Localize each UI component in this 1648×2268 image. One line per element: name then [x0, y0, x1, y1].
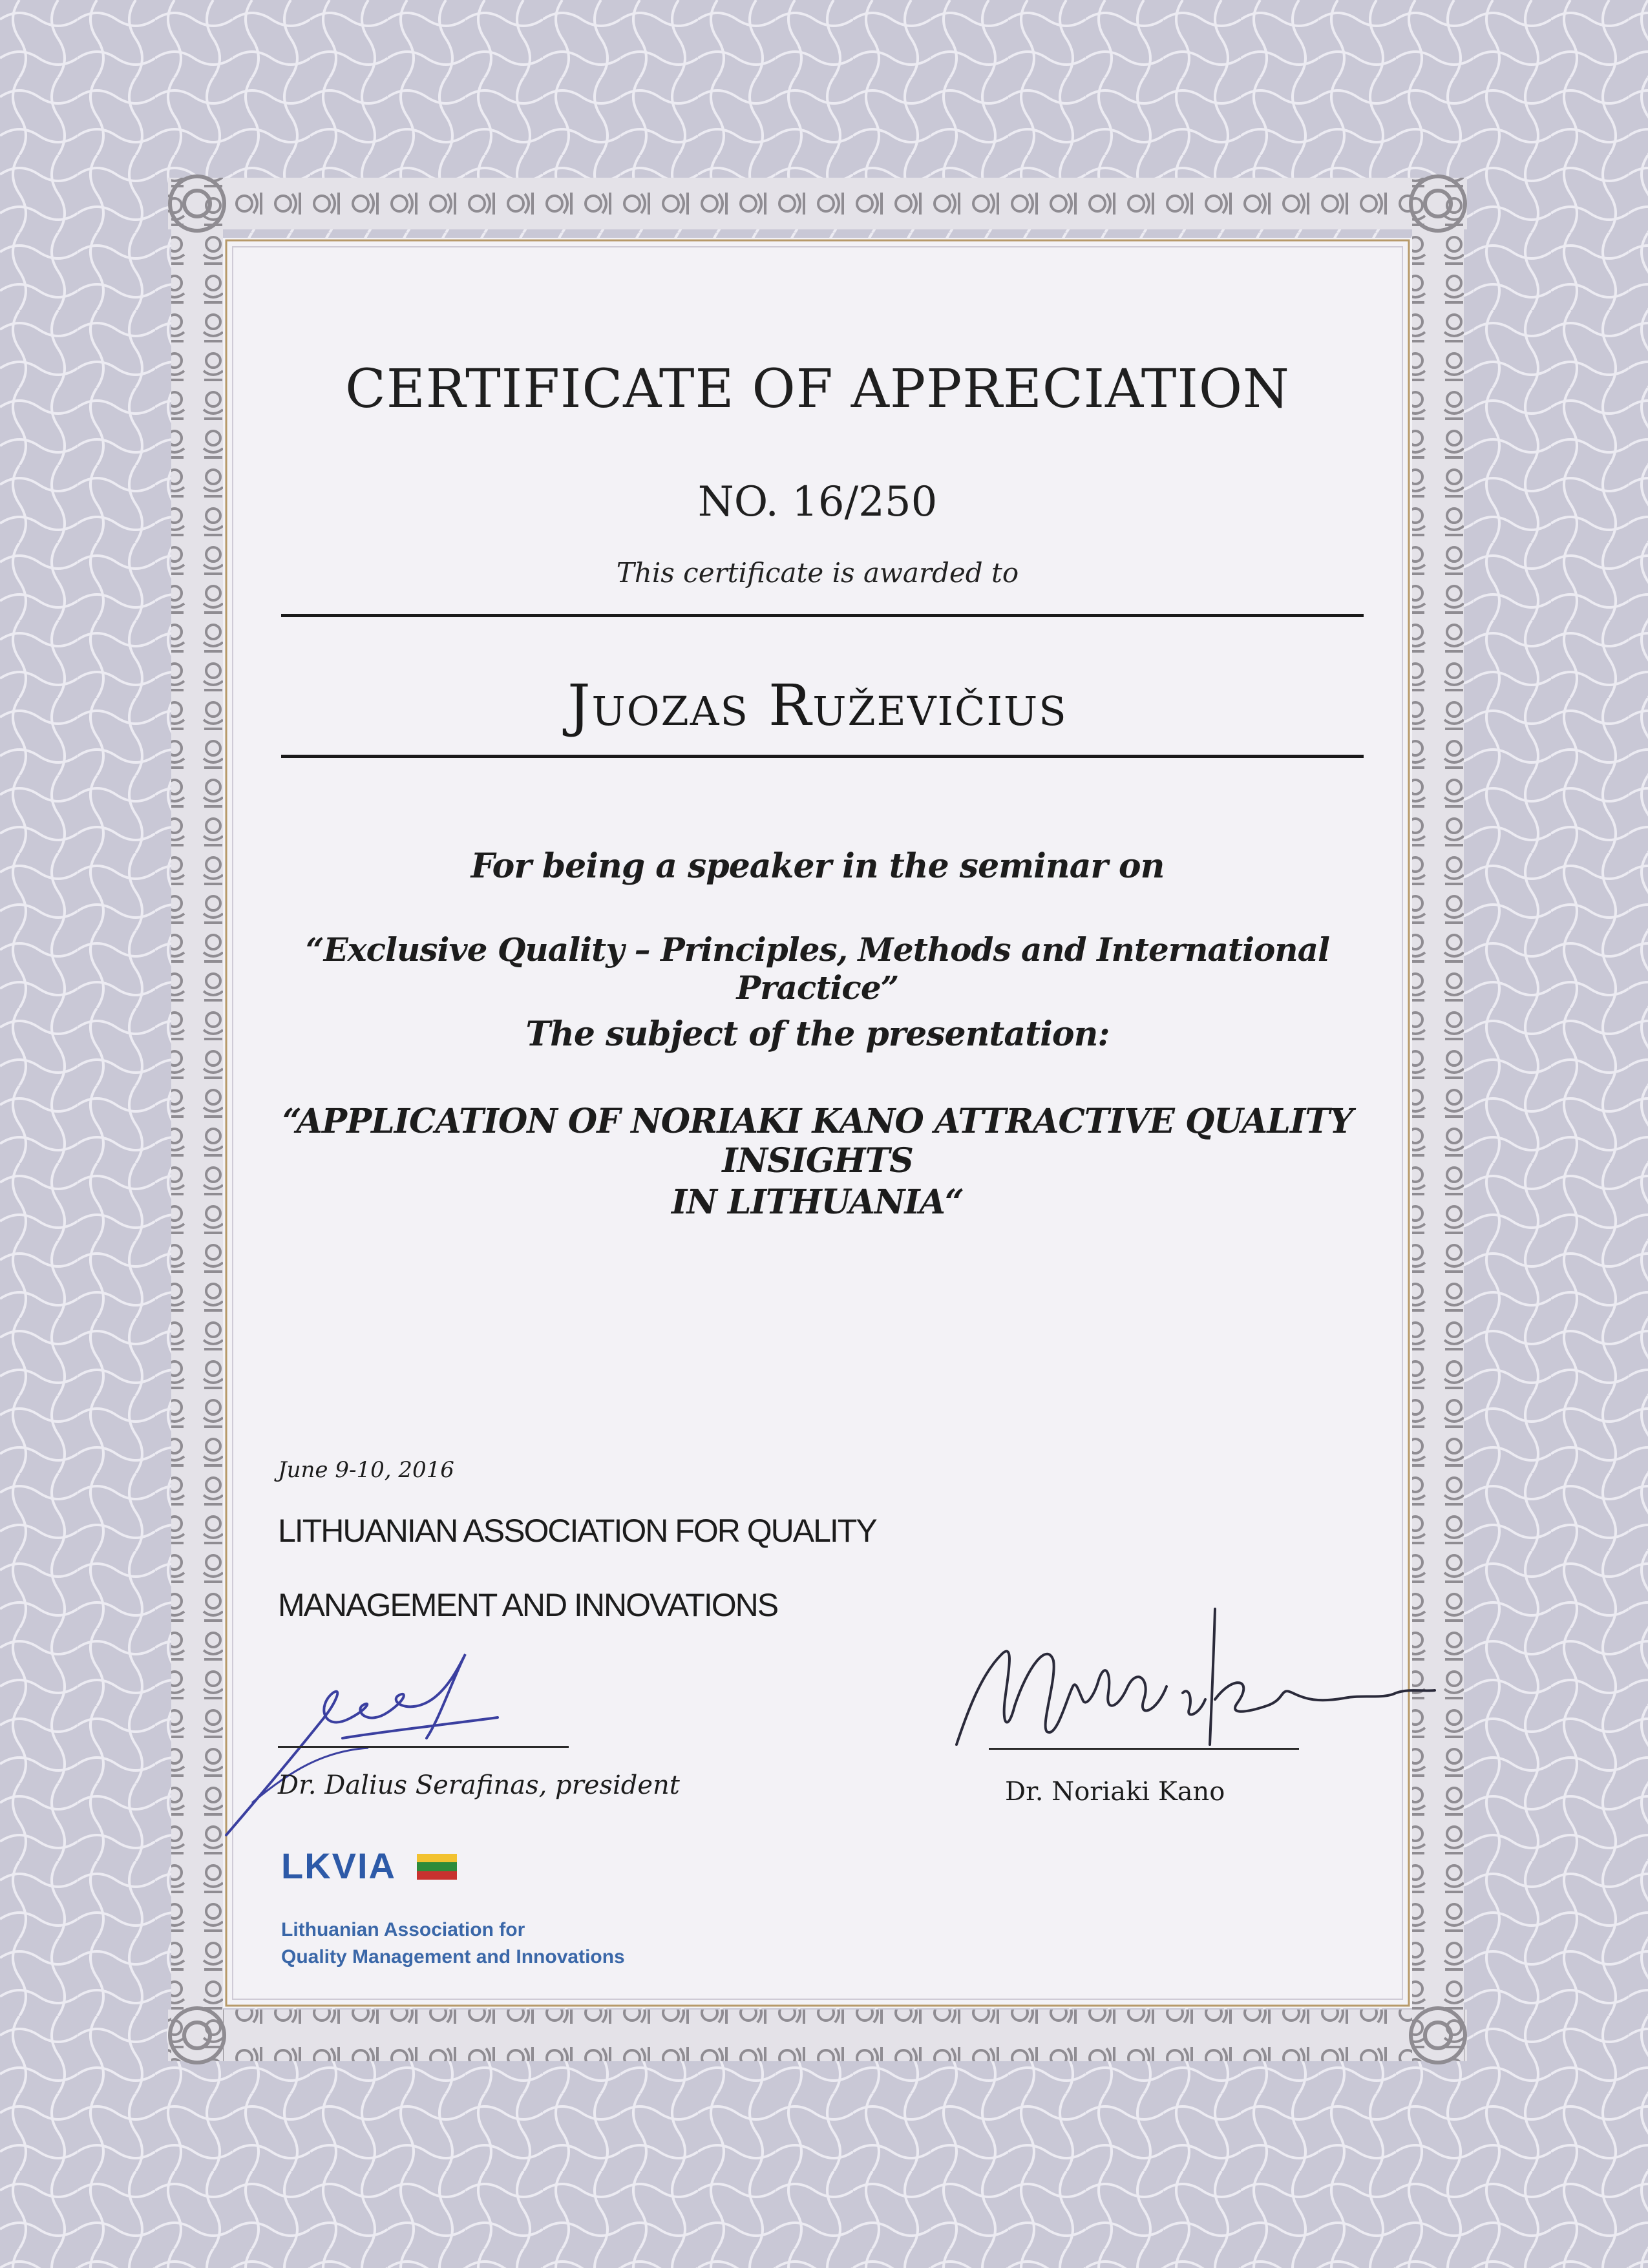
name-rule-bottom — [281, 755, 1364, 758]
flag-stripe-yellow — [417, 1854, 457, 1862]
recipient-name: Juozas Ruževičius — [567, 672, 1068, 739]
name-rule-top — [281, 614, 1364, 617]
signature-line-right — [989, 1748, 1299, 1750]
flag-stripe-red — [417, 1871, 457, 1880]
organization-name-line-1: LITHUANIAN ASSOCIATION FOR QUALITY — [278, 1513, 876, 1549]
presentation-title-line-2: IN LITHUANIA“ — [671, 1182, 964, 1222]
awarded-to-label: This certificate is awarded to — [616, 557, 1019, 589]
flag-stripe-green — [417, 1862, 457, 1871]
logo-abbreviation: LKVIA — [281, 1845, 396, 1886]
presentation-title-line-1: “APPLICATION OF NORIAKI KANO ATTRACTIVE QUALITY INSIGHTS — [282, 1102, 1353, 1181]
reason-text: For being a speaker in the seminar on — [470, 846, 1165, 886]
subject-label: The subject of the presentation: — [525, 1014, 1110, 1054]
logo-subtitle-line-2: Quality Management and Innovations — [281, 1946, 625, 1968]
certificate-title: CERTIFICATE OF APPRECIATION — [345, 359, 1290, 420]
logo-subtitle-line-1: Lithuanian Association for — [281, 1919, 525, 1940]
kano-name: Dr. Noriaki Kano — [1005, 1777, 1225, 1807]
president-name: Dr. Dalius Serafinas, president — [278, 1770, 680, 1800]
organization-name-line-2: MANAGEMENT AND INNOVATIONS — [278, 1587, 778, 1623]
kano-signature — [944, 1596, 1461, 1777]
lkvia-logo — [281, 1845, 734, 1974]
lithuania-flag-icon — [417, 1854, 457, 1880]
signature-line-left — [278, 1746, 569, 1748]
event-date: June 9-10, 2016 — [278, 1457, 454, 1483]
certificate-number: NO. 16/250 — [697, 478, 938, 526]
president-signature — [213, 1641, 575, 1848]
seminar-title: “Exclusive Quality – Principles, Methods and International Practice” — [305, 930, 1330, 1007]
